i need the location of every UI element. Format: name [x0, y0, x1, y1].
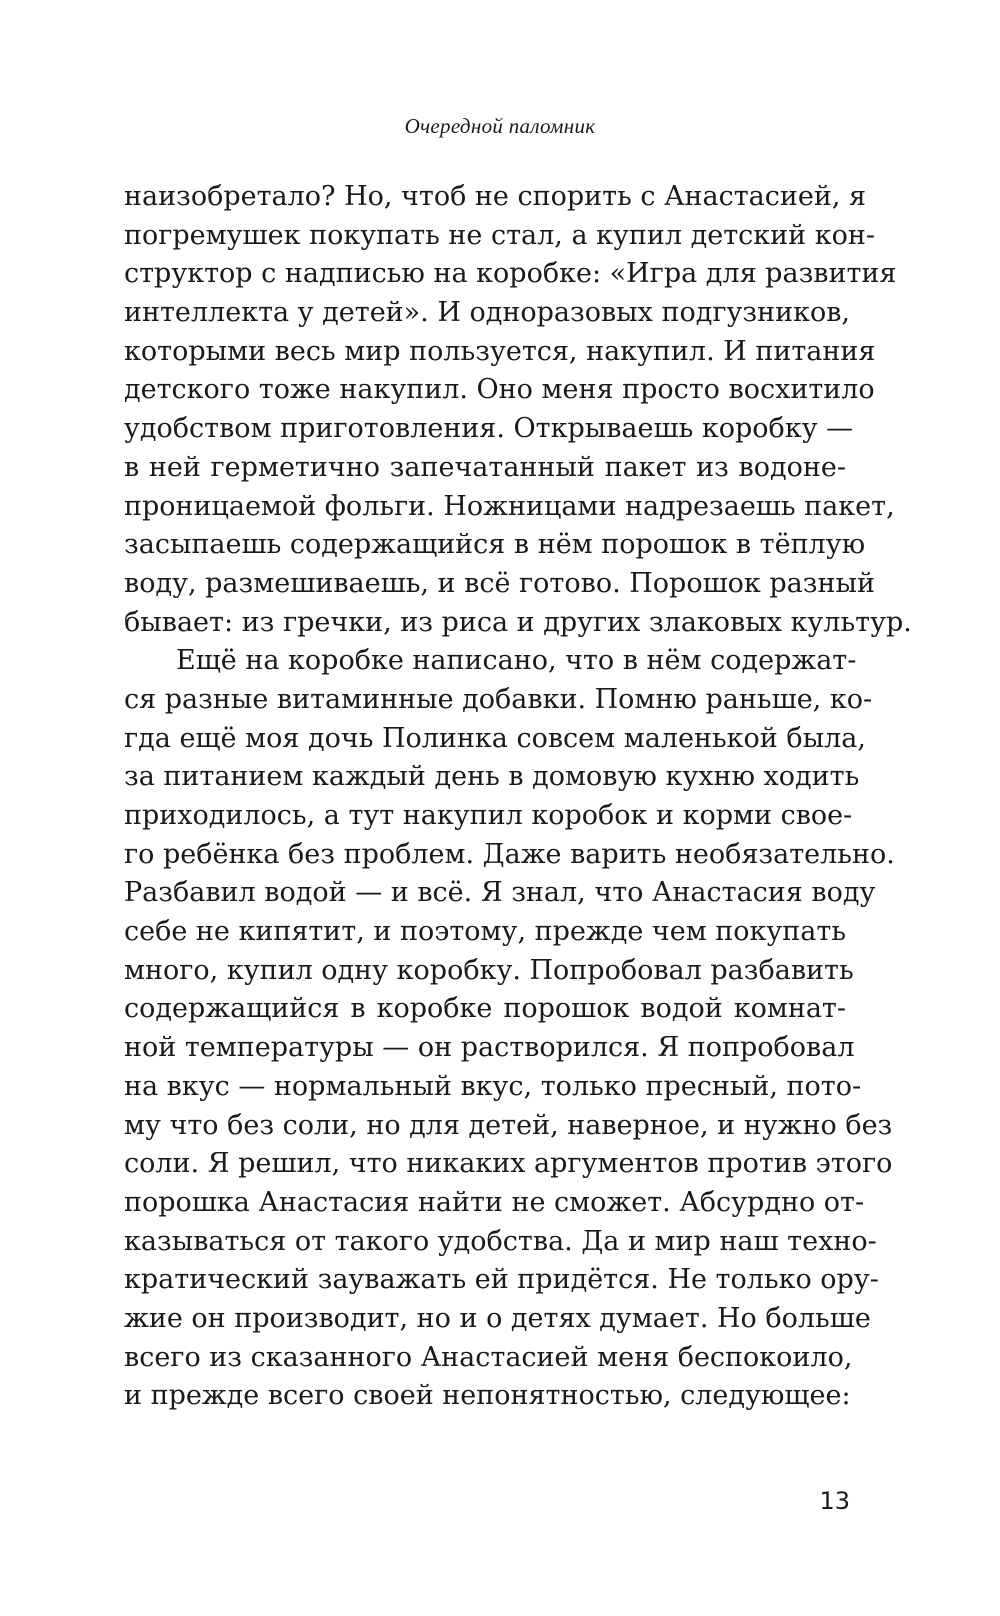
- text-line: в ней герметично запечатанный пакет из водоне-: [124, 451, 846, 483]
- text-line: наизобретало? Но, чтоб не спорить с Анастасией, я: [124, 181, 867, 212]
- text-line: Разбавил водой — и всё. Я знал, что Анастасия воду: [124, 877, 876, 909]
- text-line: содержащийся в коробке порошок водой комнат-: [124, 993, 846, 1025]
- paragraph-2: [124, 642, 895, 1416]
- text-line: приходилось, а тут накупил коробок и корми свое-: [124, 800, 853, 831]
- text-line: погремушек покупать не стал, а купил детский кон-: [124, 219, 875, 251]
- text-line: воду, размешиваешь, и всё готово. Порошок разный: [124, 567, 875, 599]
- text-line: всего из сказанного Анастасией меня беспокоило,: [124, 1341, 853, 1373]
- text-line: засыпаешь содержащийся в нём порошок в тёплую: [124, 529, 866, 561]
- text-line: проницаемой фольги. Ножницами надрезаешь пакет,: [124, 490, 895, 522]
- text-line: му что без соли, но для детей, наверное, и нужно без: [124, 1109, 893, 1141]
- text-line: соли. Я решил, что никаких аргументов против этого: [124, 1148, 893, 1180]
- text-line: структор с надписью на коробке: «Игра для развития: [124, 258, 897, 290]
- text-line: го ребёнка без проблем. Даже варить необязательно.: [124, 838, 895, 870]
- text-line: казываться от такого удобства. Да и мир наш техно-: [124, 1225, 877, 1257]
- text-line: порошка Анастасия найти не сможет. Абсурдно от-: [124, 1186, 865, 1218]
- text-line: удобством приготовления. Открываешь коробку —: [124, 413, 854, 445]
- text-line: интеллекта у детей». И одноразовых подгузников,: [124, 297, 851, 329]
- text-line: себе не кипятит, и поэтому, прежде чем покупать: [124, 916, 847, 948]
- running-head: Очередной паломник: [404, 114, 596, 138]
- text-line: ной температуры — он растворился. Я попробовал: [124, 1032, 855, 1064]
- text-line: детского тоже накупил. Оно меня просто восхитило: [124, 374, 875, 406]
- text-line: бывает: из гречки, из риса и других злаковых культур.: [124, 606, 912, 638]
- text-line: на вкус — нормальный вкус, только пресный, пото-: [124, 1070, 862, 1102]
- text-line: гда ещё моя дочь Полинка совсем маленькой была,: [124, 722, 866, 754]
- text-line: за питанием каждый день в домовую кухню ходить: [124, 761, 860, 793]
- paragraph-1: [124, 178, 912, 642]
- text-line: Ещё на коробке написано, что в нём содержат-: [176, 645, 857, 677]
- page-number: 13: [819, 1487, 850, 1515]
- text-line: жие он производит, но и о детях думает. Но больше: [124, 1302, 871, 1334]
- text-line: кратический зауважать ей придётся. Не только ору-: [124, 1264, 879, 1296]
- text-line: которыми весь мир пользуется, накупил. И питания: [124, 335, 876, 367]
- text-line: много, купил одну коробку. Попробовал разбавить: [124, 954, 854, 986]
- text-line: и прежде всего своей непонятностью, следующее:: [124, 1380, 851, 1412]
- text-line: ся разные витаминные добавки. Помню раньше, ко-: [124, 683, 873, 715]
- body-text: [124, 178, 912, 1416]
